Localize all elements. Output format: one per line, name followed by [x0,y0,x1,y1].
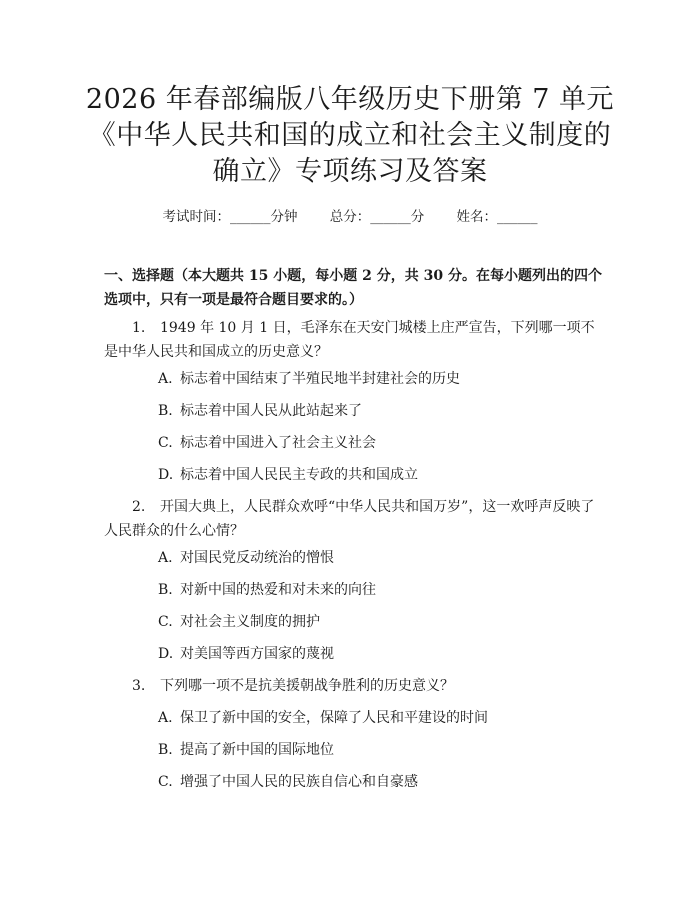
q1-option-b: B. 标志着中国人民从此站起来了 [158,403,362,419]
question-3 [104,674,604,698]
title-line-2: 《中华人民共和国的成立和社会主义制度的 [88,120,612,151]
question-1 [104,316,604,364]
question-number: 1. [132,320,146,336]
q2-option-b: B. 对新中国的热爱和对未来的向往 [158,582,376,598]
question-number: 3. [132,678,146,694]
exam-time-field: 考试时间：______分钟 [162,209,298,225]
q2-option-d: D. 对美国等西方国家的蔑视 [158,646,334,662]
total-score-field: 总分：______分 [329,209,425,225]
exam-meta [0,205,700,225]
title-line-1: 2026 年春部编版八年级历史下册第 7 单元 [85,84,615,115]
name-field: 姓名：______ [456,209,538,225]
title-line-3: 确立》专项练习及答案 [212,156,488,187]
question-text: 开国大典上，人民群众欢呼“中华人民共和国万岁”，这一欢呼声反映了人民群众的什么心情？ [104,499,595,539]
q1-option-c: C. 标志着中国进入了社会主义社会 [158,435,376,451]
q2-option-a: A. 对国民党反动统治的憎恨 [158,550,334,566]
section-heading: 一、选择题（本大题共 15 小题，每小题 2 分，共 30 分。在每小题列出的四个选项中，只有一项是最符合题目要求的。） [104,268,602,308]
q3-option-a: A. 保卫了新中国的安全，保障了人民和平建设的时间 [158,710,488,726]
q3-option-b: B. 提高了新中国的国际地位 [158,742,334,758]
question-text: 下列哪一项不是抗美援朝战争胜利的历史意义？ [160,678,454,694]
q3-option-c: C. 增强了中国人民的民族自信心和自豪感 [158,774,418,790]
q1-option-a: A. 标志着中国结束了半殖民地半封建社会的历史 [158,371,460,387]
q1-option-d: D. 标志着中国人民民主专政的共和国成立 [158,467,418,483]
question-number: 2. [132,499,146,515]
question-2 [104,495,604,543]
question-text: 1949 年 10 月 1 日，毛泽东在天安门城楼上庄严宣告，下列哪一项不是中华人民共和国成立的历史意义？ [104,320,595,360]
document-title [60,82,640,190]
q2-option-c: C. 对社会主义制度的拥护 [158,614,320,630]
